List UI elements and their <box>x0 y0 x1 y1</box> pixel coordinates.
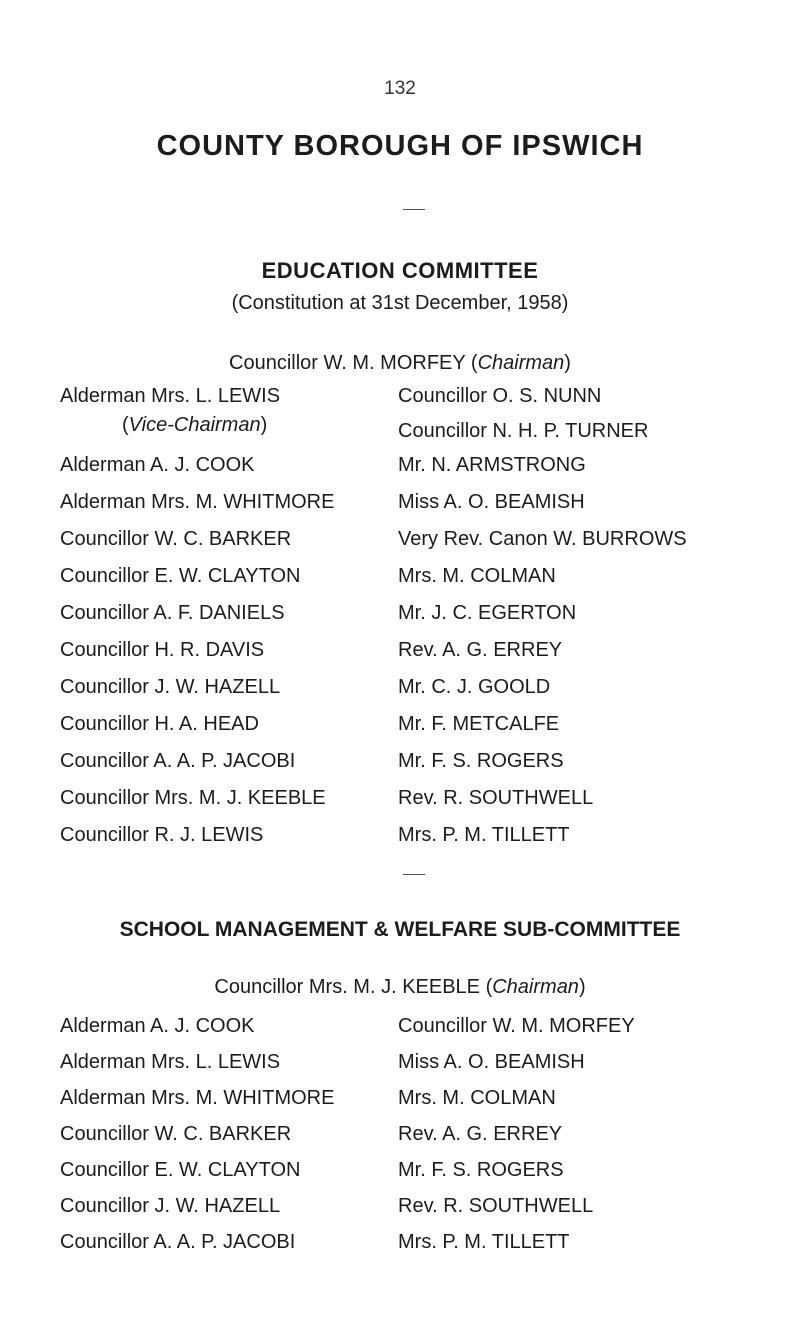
member-left: Alderman Mrs. L. LEWIS <box>60 1051 281 1073</box>
chairman-role: Chairman <box>492 976 579 998</box>
member-right: Mr. F. S. ROGERS <box>398 750 564 772</box>
divider <box>403 209 425 210</box>
member-right: Rev. R. SOUTHWELL <box>398 1195 594 1217</box>
member-left: Councillor Mrs. M. J. KEEBLE <box>60 787 326 809</box>
member-left: Councillor A. A. P. JACOBI <box>60 1231 296 1253</box>
member-right: Miss A. O. BEAMISH <box>398 491 585 513</box>
constitution-date: (Constitution at 31st December, 1958) <box>231 292 569 314</box>
member-right: Mrs. P. M. TILLETT <box>398 824 570 846</box>
member-left: Alderman A. J. COOK <box>60 1015 255 1037</box>
divider <box>403 874 425 875</box>
member-right: Mr. N. ARMSTRONG <box>398 454 586 476</box>
member-left: Councillor H. R. DAVIS <box>60 639 265 661</box>
member-right: Mrs. M. COLMAN <box>398 565 556 587</box>
member-left: Councillor A. F. DANIELS <box>60 602 285 624</box>
chairman-name: Councillor W. M. MORFEY <box>229 352 466 374</box>
member-left: Alderman A. J. COOK <box>60 454 255 476</box>
member-left: Councillor H. A. HEAD <box>60 713 259 735</box>
vice-chairman-note: (Vice-Chairman) <box>122 414 268 436</box>
member-right: Councillor O. S. NUNN <box>398 385 602 407</box>
vice-chairman-role: Vice-Chairman <box>128 414 261 436</box>
sub-committee-title: SCHOOL MANAGEMENT & WELFARE SUB-COMMITTEE <box>119 918 681 941</box>
member-left: Alderman Mrs. L. LEWIS <box>60 385 281 407</box>
member-left: Councillor E. W. CLAYTON <box>60 1159 301 1181</box>
education-chairman: Councillor W. M. MORFEY (Chairman) <box>229 352 571 374</box>
member-left: Councillor W. C. BARKER <box>60 528 292 550</box>
member-left: Councillor W. C. BARKER <box>60 1123 292 1145</box>
member-left: Councillor J. W. HAZELL <box>60 1195 281 1217</box>
chairman-role: Chairman <box>477 352 565 374</box>
member-left: Councillor J. W. HAZELL <box>60 676 281 698</box>
member-right: Mr. F. METCALFE <box>398 713 560 735</box>
document-title: COUNTY BOROUGH OF IPSWICH <box>156 130 644 162</box>
member-right: Rev. A. G. ERREY <box>398 639 563 661</box>
member-right: Very Rev. Canon W. BURROWS <box>398 528 687 550</box>
member-right: Mrs. M. COLMAN <box>398 1087 556 1109</box>
member-left: Alderman Mrs. M. WHITMORE <box>60 1087 335 1109</box>
member-right: Mr. J. C. EGERTON <box>398 602 577 624</box>
member-right: Mrs. P. M. TILLETT <box>398 1231 570 1253</box>
chairman-name: Councillor Mrs. M. J. KEEBLE <box>214 976 481 998</box>
member-right: Councillor N. H. P. TURNER <box>398 420 649 442</box>
member-left: Alderman Mrs. M. WHITMORE <box>60 491 335 513</box>
member-right: Mr. C. J. GOOLD <box>398 676 551 698</box>
member-right: Miss A. O. BEAMISH <box>398 1051 585 1073</box>
member-left: Councillor R. J. LEWIS <box>60 824 264 846</box>
page-number: 132 <box>384 78 416 99</box>
member-left: Councillor E. W. CLAYTON <box>60 565 301 587</box>
sub-committee-chairman: Councillor Mrs. M. J. KEEBLE (Chairman) <box>214 976 586 998</box>
member-right: Councillor W. M. MORFEY <box>398 1015 635 1037</box>
member-right: Mr. F. S. ROGERS <box>398 1159 564 1181</box>
member-right: Rev. R. SOUTHWELL <box>398 787 594 809</box>
member-left: Councillor A. A. P. JACOBI <box>60 750 296 772</box>
member-right: Rev. A. G. ERREY <box>398 1123 563 1145</box>
education-committee-title: EDUCATION COMMITTEE <box>261 258 539 283</box>
